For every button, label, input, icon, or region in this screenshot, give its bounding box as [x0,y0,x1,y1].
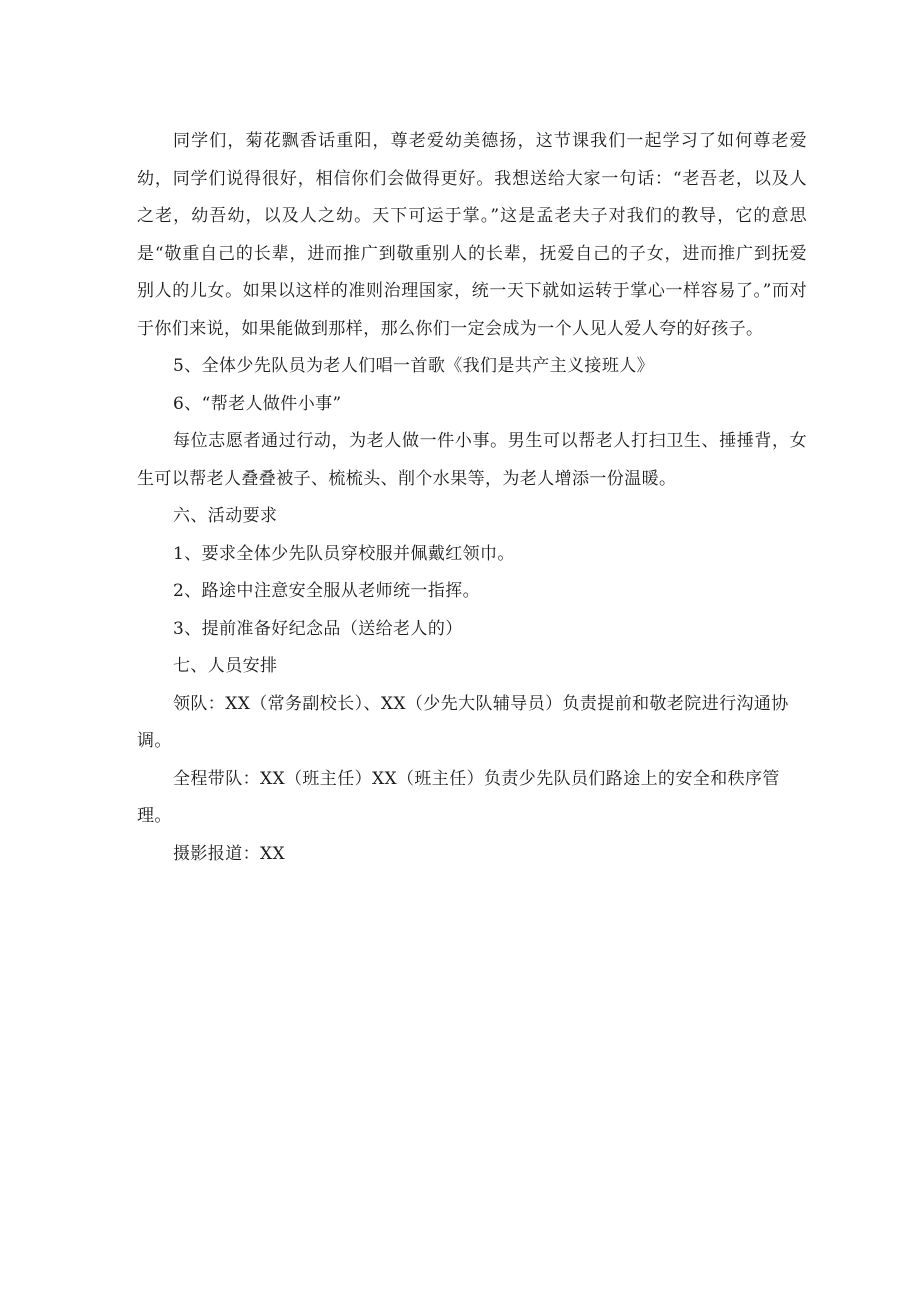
requirement-item-1: 1、要求全体少先队员穿校服并佩戴红领巾。 [173,543,515,564]
paragraph-closing-remarks: 同学们，菊花飘香话重阳，尊老爱幼美德扬，这节课我们一起学习了如何尊老爱幼，同学们说得很好，相信你们会做得更好。我想送给大家一句话：“老吾老，以及人之老，幼吾幼，以及人之幼。天下可运于掌。”这是孟老夫子对我们的教导，它的意思是“敬重自己的长辈，进而推广到敬重别人的长辈，抚爱自己的子女，进而推广到抚爱别人的儿女。如果以这样的准则治理国家，统一天下就如运转于掌心一样容易了。”而对于你们来说，如果能做到那样，那么你们一定会成为一个人见人爱人夸的好孩子。 [137,131,807,339]
staffing-escort: 全程带队：XX（班主任）XX（班主任）负责少先队员们路途上的安全和秩序管理。 [137,768,780,826]
staffing-leaders: 领队：XX（常务副校长）、XX（少先大队辅导员）负责提前和敬老院进行沟通协调。 [137,693,789,751]
section-heading-staffing: 七、人员安排 [173,656,278,676]
paragraph-volunteer-tasks: 每位志愿者通过行动，为老人做一件小事。男生可以帮老人打扫卫生、捶捶背，女生可以帮老人叠叠被子、梳梳头、削个水果等，为老人增添一份温暖。 [137,431,807,489]
section-heading-requirements: 六、活动要求 [173,506,278,526]
requirement-item-2: 2、路途中注意安全服从老师统一指挥。 [173,581,481,601]
paragraph-item-5-song: 5、全体少先队员为老人们唱一首歌《我们是共产主义接班人》 [173,356,655,376]
paragraph-item-6-heading: 6、“帮老人做件小事” [173,393,342,414]
requirement-item-3: 3、提前准备好纪念品（送给老人的） [173,618,463,639]
staffing-photography: 摄影报道：XX [173,843,286,864]
document-body [137,123,807,873]
